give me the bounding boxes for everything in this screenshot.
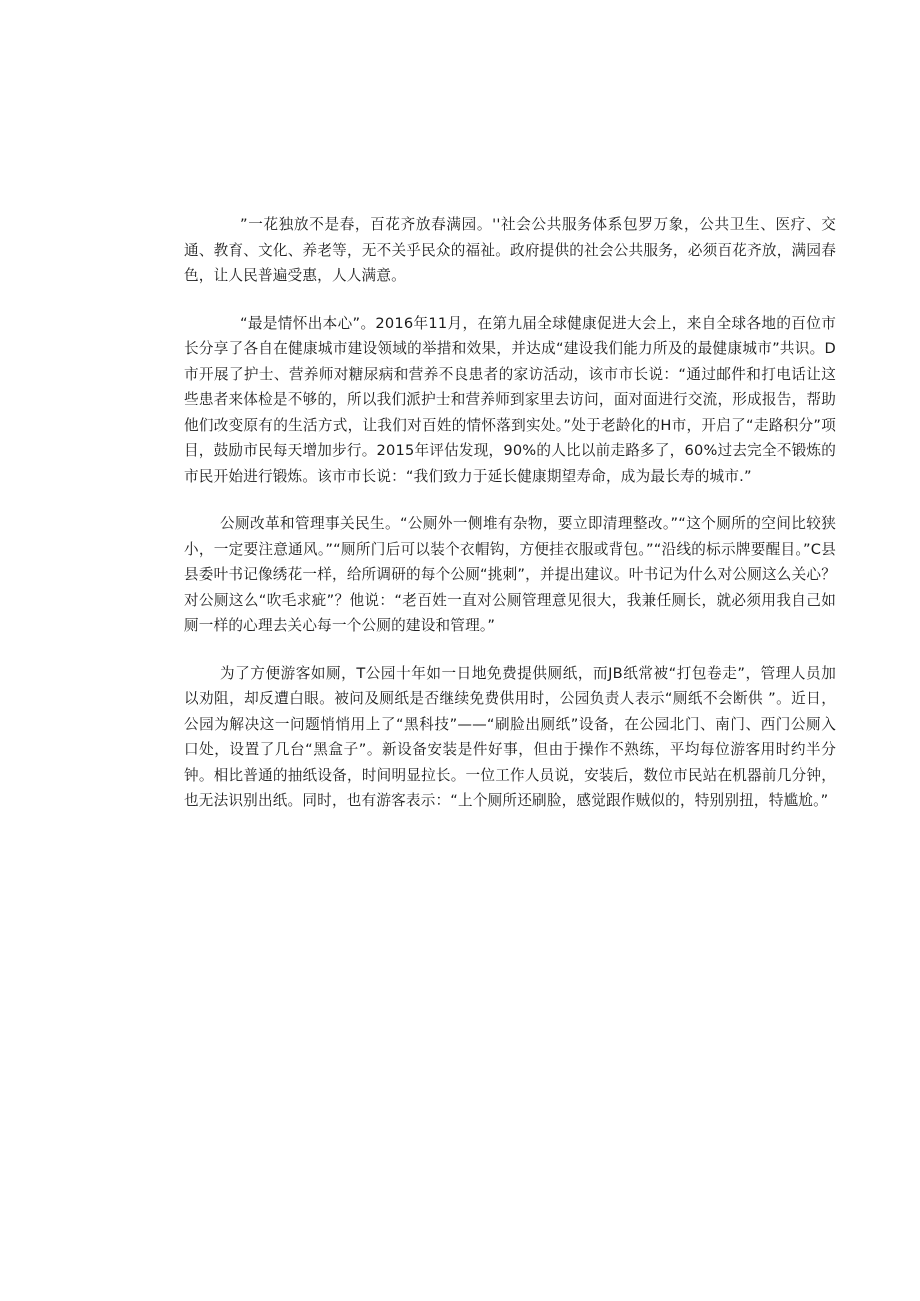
document-body [184,212,836,836]
paragraph-face-scan-toilet-paper: 为了方便游客如厕，T公园十年如一日地免费提供厕纸，而JB纸常被“打包卷走”，管理人员加以劝阻，却反遭白眼。被问及厕纸是否继续免费供用时，公园负责人表示“厕纸不会断供 ”。近日，公园为解决这一问题悄悄用上了“黑科技”——“刷脸出厕纸”设备，在公园北门、南门、西门公厕入口处，设置了几台“黑盒子”。新设备安装是件好事，但由于操作不熟练，平均每位游客用时约半分钟。相比普通的抽纸设备，时间明显拉长。一位工作人员说，安装后，数位市民站在机器前几分钟，也无法识别出纸。同时，也有游客表示：“上个厕所还刷脸，感觉跟作贼似的，特别别扭，特尴尬。” [184,664,836,809]
paragraph-public-services: ”一花独放不是春，百花齐放春满园。''社会公共服务体系包罗万象，公共卫生、医疗、交通、教育、文化、养老等，无不关乎民众的福祉。政府提供的社会公共服务，必须百花齐放，满园春色，让人民普遍受惠，人人满意。 [184,216,836,284]
paragraph-healthy-cities: “最是情怀出本心”。2016年11月，在第九届全球健康促进大会上，来自全球各地的百位市长分享了各自在健康城市建设领域的举措和效果，并达成“建设我们能力所及的最健康城市”共识。D市开展了护士、营养师对糖尿病和营养不良患者的家访活动，该市市长说：“通过邮件和打电话让这些患者来体检是不够的，所以我们派护士和营养师到家里去访问，面对面进行交流，形成报告，帮助他们改变原有的生活方式，让我们对百姓的情怀落到实处。”处于老龄化的H市，开启了“走路积分”项目，鼓励市民每天增加步行。2015年评估发现，90%的人比以前走路多了，60%过去完全不锻炼的市民开始进行锻炼。该市市长说：“我们致力于延长健康期望寿命，成为最长寿的城市.” [184,314,836,485]
paragraph-public-toilet-reform: 公厕改革和管理事关民生。“公厕外一侧堆有杂物，要立即清理整改。”“这个厕所的空间比较狭小，一定要注意通风。”“厕所门后可以装个衣帽钩，方便挂衣服或背包。”“沿线的标示牌要醒目。”C县县委叶书记像绣花一样，给所调研的每个公厕“挑刺”，并提出建议。叶书记为什么对公厕这么关心？对公厕这么“吹毛求疵”？他说：“老百姓一直对公厕管理意见很大，我兼任厕长，就必须用我自己如厕一样的心理去关心每一个公厕的建设和管理。” [184,515,836,634]
